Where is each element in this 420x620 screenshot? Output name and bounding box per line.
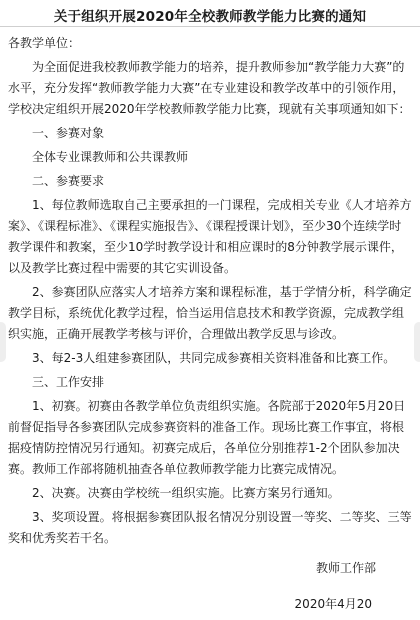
section-2-paragraph-3: 3、每2-3人组建参赛团队，共同完成参赛相关资料准备和比赛工作。: [32, 351, 396, 365]
section-1-paragraph-1: 全体专业课教师和公共课教师: [32, 150, 189, 164]
section-heading-2: 二、参赛要求: [32, 174, 105, 188]
document-title: 关于组织开展2020年全校教师教学能力比赛的通知: [53, 9, 367, 25]
signature-date: 2020年4月20: [294, 597, 372, 611]
section-heading-3: 三、工作安排: [32, 375, 105, 389]
previous-page-handle[interactable]: [0, 322, 6, 362]
title-bar: [0, 0, 420, 27]
section-3-paragraph-1: 1、初赛。初赛由各教学单位负责组织实施。各院部于2020年5月20日前督促指导各参赛团队完成参赛资料的准备工作。现场比赛工作事宜，将根据疫情防控情况另行通知。初赛完成后，各单位分别推荐1-2个团队参加决赛。教师工作部将随机抽查各单位教师教学能力比赛完成情况。: [8, 399, 406, 476]
section-2-paragraph-1: 1、每位教师选取自己主要承担的一门课程，完成相关专业《人才培养方案》、《课程标准》、《课程实施报告》、《课程授课计划》，至少30个连续学时教学课件和教案，至少10学时教学设计和相应课时的8分钟教学展示课件，以及教学比赛过程中需要的其它实训设备。: [8, 198, 412, 275]
signature-department: 教师工作部: [315, 561, 376, 575]
salutation: 各教学单位：: [8, 36, 81, 50]
section-3-paragraph-2: 2、决赛。决赛由学校统一组织实施。比赛方案另行通知。: [32, 486, 340, 500]
section-heading-1: 一、参赛对象: [32, 126, 105, 140]
intro-paragraph: 为全面促进我校教师教学能力的培养，提升教师参加“教学能力大赛”的水平，充分发挥“教师教学能力大赛”在专业建设和教学改革中的引领作用，学校决定组织开展2020年学校教师教学能力比赛，现就有关事项通知如下：: [8, 60, 411, 116]
section-2-paragraph-2: 2、参赛团队应落实人才培养方案和课程标准，基于学情分析，科学确定教学目标，系统优化教学过程，恰当运用信息技术和教学资源，完成教学组织实施，正确开展教学考核与评价，合理做出教学反思与诊改。: [8, 285, 412, 341]
section-3-paragraph-3: 3、奖项设置。将根据参赛团队报名情况分别设置一等奖、二等奖、三等奖和优秀奖若干名。: [8, 510, 412, 545]
next-page-handle[interactable]: [414, 322, 420, 362]
document-body: [8, 33, 412, 549]
